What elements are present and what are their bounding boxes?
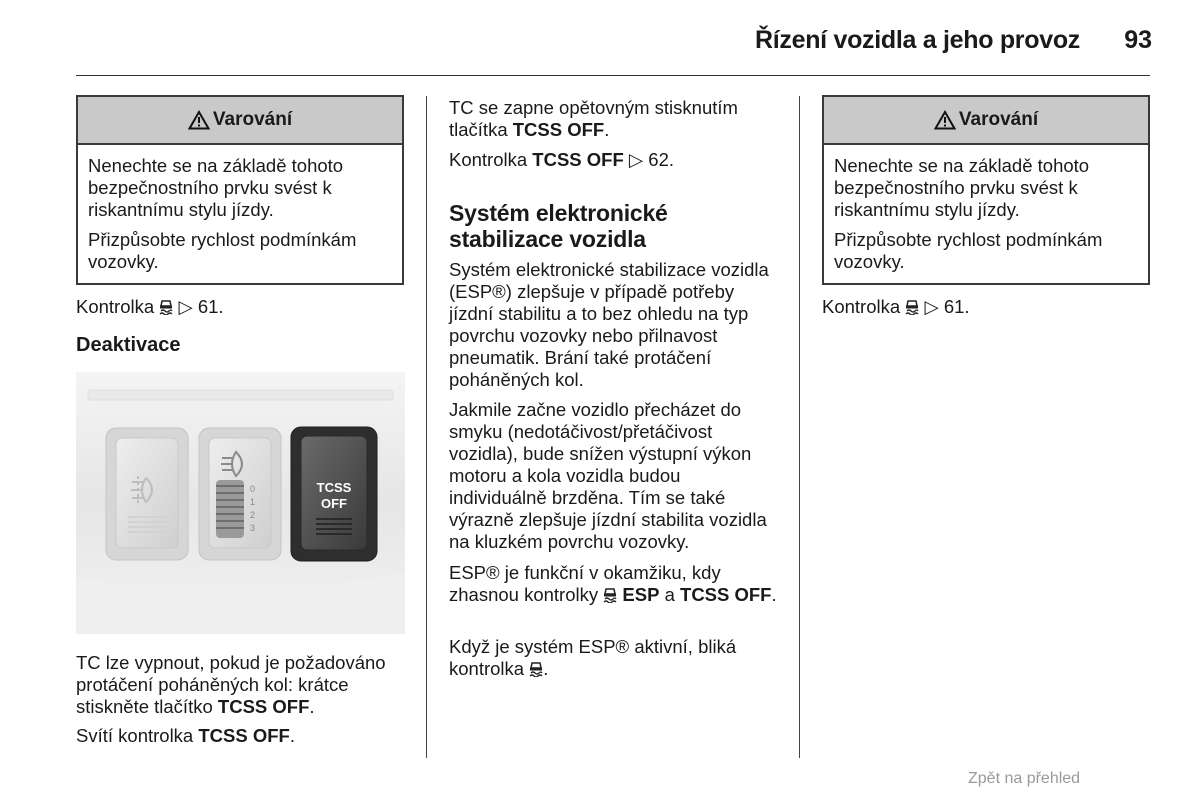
kontrolka-reference	[76, 296, 224, 318]
section-heading-line: stabilizace vozidla	[449, 226, 646, 252]
esp-skid-car-icon	[529, 661, 543, 677]
svg-text:3: 3	[250, 523, 256, 533]
punctuation: .	[771, 584, 777, 605]
arrow-reference-icon: ▷	[628, 149, 644, 170]
paragraph-text: ESP® je funkční v okamžiku, kdy zhasnou kontrolky	[449, 562, 721, 605]
paragraph	[76, 652, 411, 718]
punctuation: .	[289, 725, 295, 746]
indicator-name: ESP	[622, 584, 660, 605]
paragraph: Jakmile začne vozidlo přecházet do smyku (nedotáčivost/přetáčivost vozidla), bude snížen výstupní výkon motoru a kola vozidla budou individuálně brzděna. Tím se také výrazně zlepšuje jízdní stabilita vozidla na kluzkém povrchu vozovky.	[449, 399, 767, 552]
header-divider	[76, 75, 1150, 76]
warning-box	[76, 95, 404, 285]
warning-header	[78, 97, 402, 145]
punctuation: .	[543, 658, 549, 679]
paragraph-text: TC se zapne opětovným stisknutím tlačítka	[449, 97, 738, 140]
esp-skid-car-icon	[603, 587, 617, 603]
paragraph	[449, 97, 779, 141]
kontrolka-label: Kontrolka	[76, 296, 155, 317]
warning-triangle-icon	[934, 110, 956, 130]
section-heading	[449, 200, 668, 252]
svg-text:1: 1	[250, 497, 256, 507]
kontrolka-reference	[822, 296, 970, 318]
paragraph-text: a	[664, 584, 675, 605]
arrow-reference-icon: ▷	[924, 296, 939, 317]
warning-text: Přizpůsobte rychlost podmínkám vozovky.	[834, 229, 1103, 272]
tcss-label-line2: OFF	[321, 496, 347, 511]
button-name: TCSS OFF	[532, 149, 624, 170]
section-heading-line: Systém elektronické	[449, 200, 668, 226]
kontrolka-reference	[449, 149, 674, 171]
svg-text:0: 0	[250, 484, 256, 494]
page-reference: 61.	[943, 296, 970, 317]
warning-text: Nenechte se na základě tohoto bezpečnostního prvku svést k riskantnímu stylu jízdy.	[88, 155, 344, 220]
paragraph	[449, 562, 779, 606]
back-to-overview-link[interactable]: Zpět na přehled	[968, 770, 1081, 787]
page-header-title: Řízení vozidla a jeho provoz	[755, 26, 1080, 54]
esp-skid-car-icon	[905, 299, 919, 315]
section-heading: Deaktivace	[76, 334, 181, 356]
page-reference: 62.	[648, 149, 675, 170]
column-divider-1	[426, 96, 427, 758]
page-reference: 61.	[197, 296, 224, 317]
paragraph: Systém elektronické stabilizace vozidla (ESP®) zlepšuje v případě potřeby jízdní stabilitu a to bez ohledu na typ povrchu vozovky nebo přilnavost pneumatik. Brání také protáčení poháněných kol.	[449, 259, 769, 390]
svg-text:2: 2	[250, 510, 256, 520]
warning-text: Přizpůsobte rychlost podmínkám vozovky.	[88, 229, 357, 272]
punctuation: .	[604, 119, 610, 140]
paragraph-text: TC lze vypnout, pokud je požadováno protáčení poháněných kol: krátce stiskněte tlačítko	[76, 652, 386, 717]
button-name: TCSS OFF	[680, 584, 772, 605]
esp-skid-car-icon	[159, 299, 173, 315]
dashboard-switches-photo	[76, 372, 405, 634]
warning-title: Varování	[958, 109, 1039, 130]
button-name: TCSS OFF	[512, 119, 605, 140]
button-name: TCSS OFF	[198, 725, 290, 746]
column-divider-2	[799, 96, 800, 758]
arrow-reference-icon: ▷	[178, 296, 193, 317]
paragraph-text: Když je systém ESP® aktivní, bliká kontrolka	[449, 636, 737, 679]
paragraph	[449, 636, 779, 680]
warning-header	[824, 97, 1148, 145]
warning-box	[822, 95, 1150, 285]
punctuation: .	[309, 696, 315, 717]
button-name: TCSS OFF	[217, 696, 310, 717]
warning-title: Varování	[212, 109, 293, 130]
paragraph-text: Kontrolka	[449, 149, 528, 170]
tcss-label-line1: TCSS	[316, 480, 352, 495]
page-number: 93	[1124, 26, 1152, 54]
paragraph-text: Svítí kontrolka	[76, 725, 194, 746]
warning-triangle-icon	[188, 110, 210, 130]
kontrolka-label: Kontrolka	[822, 296, 901, 317]
warning-text: Nenechte se na základě tohoto bezpečnostního prvku svést k riskantnímu stylu jízdy.	[834, 155, 1090, 220]
paragraph	[76, 725, 295, 747]
